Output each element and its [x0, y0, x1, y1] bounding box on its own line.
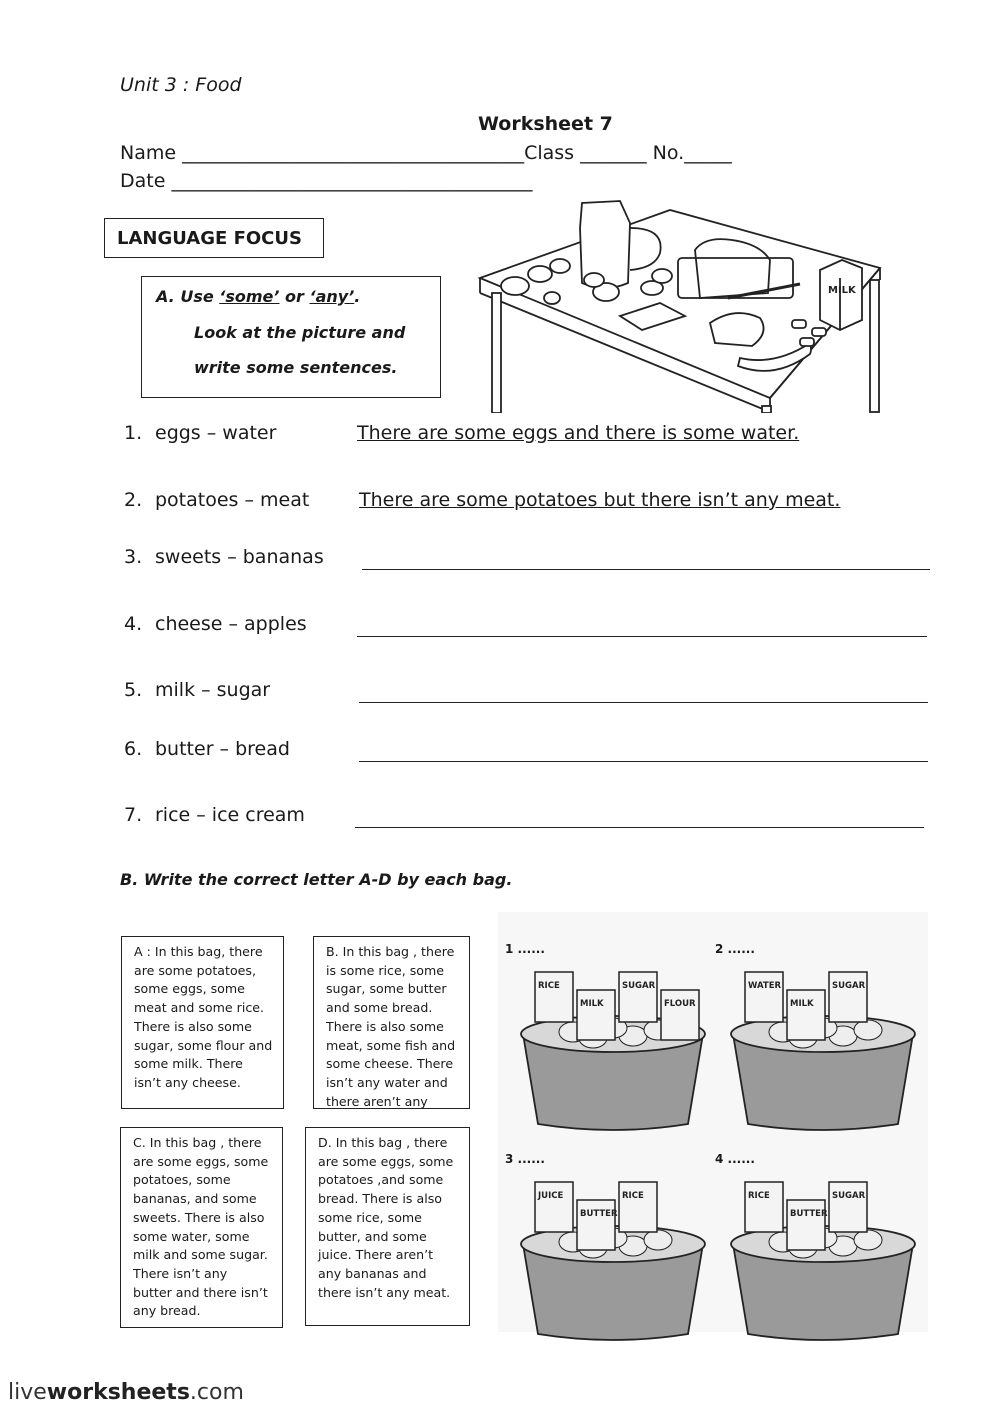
card-text-line: some water, some [133, 1228, 250, 1244]
package-label: JUICE [538, 1191, 564, 1201]
logo-tld-part: .com [189, 1380, 244, 1405]
item-prompt-words: milk – sugar [155, 679, 271, 701]
card-text-line: There is also some [326, 1018, 444, 1034]
worksheet-title: Worksheet 7 [478, 113, 613, 135]
card-text-line: sugar, some flour and [134, 1037, 273, 1053]
logo-light-part: live [8, 1380, 47, 1405]
bag-number-label[interactable]: 3 ...... [505, 1152, 545, 1166]
bag-number-label[interactable]: 2 ...... [715, 942, 755, 956]
section-b-title: B. Write the correct letter A-D by each bag. [120, 870, 513, 889]
logo-bold-part: worksheets [46, 1380, 190, 1405]
card-text-line: some rice, some [318, 1209, 422, 1225]
item-answer-example: There are some eggs and there is some water. [357, 422, 800, 444]
item-number: 7. [124, 804, 143, 826]
card-text-line: There isn’t any [133, 1265, 228, 1281]
package-label: WATER [748, 981, 782, 991]
bag-number-label[interactable]: 4 ...... [715, 1152, 755, 1166]
package-label: MILK [790, 999, 814, 1009]
card-text-line: butter, and some [318, 1228, 427, 1244]
bag-number-label[interactable]: 1 ...... [505, 942, 545, 956]
card-text-line: B. In this bag , there [326, 944, 455, 959]
item-prompt-words: butter – bread [155, 738, 290, 760]
card-text-line: bananas, and some [133, 1191, 257, 1207]
instruction-prefix: A. Use [156, 287, 220, 306]
milk-carton-label: MILK [828, 285, 856, 296]
cheese [710, 313, 764, 346]
item-answer-blank[interactable] [362, 569, 930, 570]
package-label: BUTTER [790, 1209, 828, 1219]
card-text-line: any bread. [133, 1303, 201, 1319]
package-label: RICE [538, 981, 560, 991]
card-text-line: There is also some [134, 1018, 252, 1034]
card-text-line: there aren’t any [326, 1093, 428, 1109]
bread-loaf [695, 239, 770, 298]
package-label: MILK [580, 999, 604, 1009]
card-text-line: C. In this bag , there [133, 1135, 262, 1150]
card-text-line: milk and some sugar. [133, 1247, 268, 1263]
unit-title: Unit 3 : Food [120, 74, 242, 96]
shopping-bag-1 [513, 954, 713, 1134]
card-text-line: any bananas and [318, 1265, 427, 1281]
item-answer-example: There are some potatoes but there isn’t any meat. [359, 489, 841, 511]
language-focus-heading [104, 218, 324, 258]
shopping-bag-3 [513, 1164, 713, 1344]
card-text-line: some cheese. There [326, 1056, 454, 1072]
card-text-line: bread. There is also [318, 1191, 442, 1207]
card-text-line: is some rice, some [326, 962, 444, 978]
description-card-c [120, 1127, 283, 1328]
instruction-line-2: Look at the picture and [194, 323, 406, 342]
item-prompt-words: potatoes – meat [155, 489, 310, 511]
card-text-line: potatoes, some [133, 1172, 231, 1188]
description-card-b [313, 936, 470, 1109]
keyword-any: ‘any’ [309, 287, 355, 306]
description-card-d [305, 1127, 470, 1326]
card-text-line: sweets. There is also [133, 1209, 265, 1225]
card-text-line: A : In this bag, there [134, 944, 263, 959]
instruction-or: or [279, 287, 310, 306]
section-a-instructions [141, 276, 441, 398]
card-text-line: potatoes ,and some [318, 1172, 444, 1188]
package-label: FLOUR [664, 999, 696, 1009]
card-text-line: meat and some rice. [134, 1000, 265, 1016]
card-text-line: are some eggs, some [133, 1153, 269, 1169]
item-prompt-words: eggs – water [155, 422, 277, 444]
item-answer-blank[interactable] [357, 636, 927, 637]
item-prompt-words: rice – ice cream [155, 804, 305, 826]
package-label: RICE [622, 1191, 644, 1201]
card-text-line: there isn’t any meat. [318, 1284, 451, 1300]
card-text-line: butter and there isn’t [133, 1284, 268, 1300]
card-text-line: isn’t any cheese. [134, 1074, 241, 1090]
item-number: 6. [124, 738, 143, 760]
package-label: BUTTER [580, 1209, 618, 1219]
card-text-line: juice. There aren’t [318, 1247, 434, 1263]
item-number: 4. [124, 613, 143, 635]
card-text-line: are some potatoes, [134, 962, 256, 978]
item-answer-blank[interactable] [359, 761, 928, 762]
item-number: 2. [124, 489, 143, 511]
item-answer-blank[interactable] [359, 702, 928, 703]
package-label: SUGAR [832, 981, 866, 991]
item-answer-blank[interactable] [355, 827, 924, 828]
description-card-a [121, 936, 284, 1109]
keyword-some: ‘some’ [219, 287, 280, 306]
card-text-line: some eggs, some [134, 981, 245, 997]
language-focus-label: LANGUAGE FOCUS [117, 227, 302, 249]
item-prompt-words: sweets – bananas [155, 546, 324, 568]
liveworksheets-logo[interactable] [8, 1380, 244, 1405]
card-text-line: and some bread. [326, 1000, 433, 1016]
card-text-line: sugar, some butter [326, 981, 447, 997]
item-number: 1. [124, 422, 143, 444]
item-number: 3. [124, 546, 143, 568]
date-line[interactable]: Date ______________________________________ [120, 170, 533, 192]
name-class-number-line[interactable]: Name ____________________________________Class _______ No._____ [120, 142, 732, 164]
package-label: RICE [748, 1191, 770, 1201]
package-label: SUGAR [832, 1191, 866, 1201]
card-text-line: are some eggs, some [318, 1153, 454, 1169]
package-label: SUGAR [622, 981, 656, 991]
instruction-line-3: write some sentences. [194, 358, 398, 377]
instruction-line-1 [156, 287, 360, 306]
item-number: 5. [124, 679, 143, 701]
card-text-line: some milk. There [134, 1056, 243, 1072]
shopping-bag-2 [723, 954, 923, 1134]
instruction-period: . [354, 287, 361, 306]
shopping-bag-4 [723, 1164, 923, 1344]
card-text-line: isn’t any water and [326, 1074, 448, 1090]
card-text-line: D. In this bag , there [318, 1135, 448, 1150]
item-prompt-words: cheese – apples [155, 613, 307, 635]
table-food-illustration [470, 198, 910, 413]
card-text-line: meat, some fish and [326, 1037, 456, 1053]
